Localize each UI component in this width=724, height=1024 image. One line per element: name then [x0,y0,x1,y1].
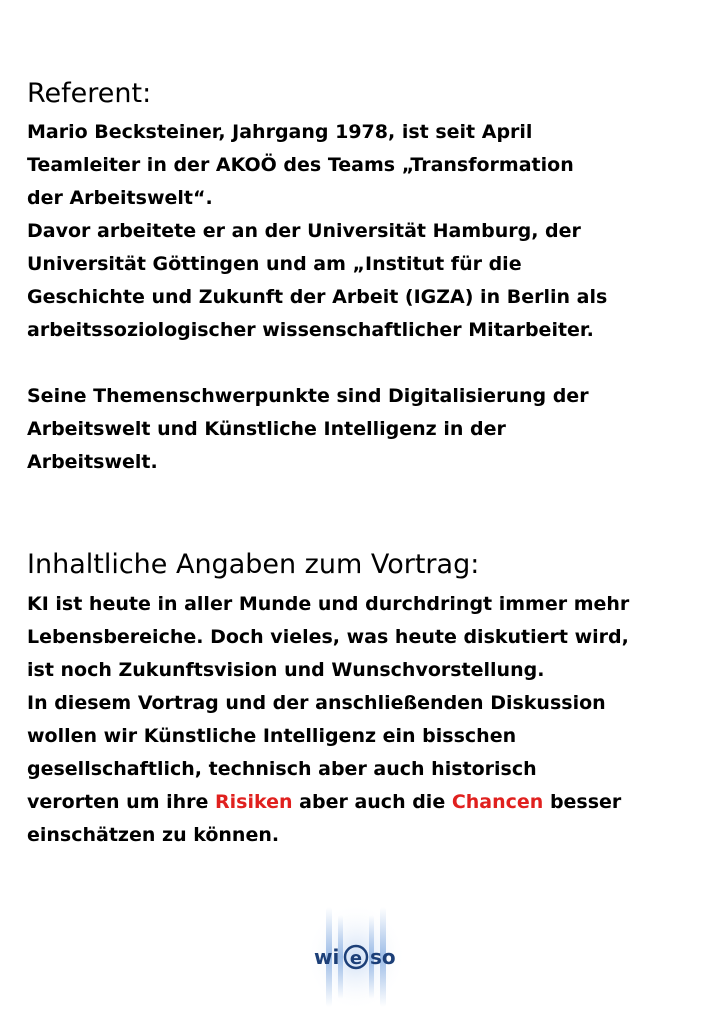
vortrag-line: wollen wir Künstliche Intelligenz ein bisschen [27,725,517,747]
vortrag-line: einschätzen zu können. [27,824,280,846]
wieso-logo [306,903,406,1011]
bio-line: arbeitssoziologischer wissenschaftlicher Mitarbeiter. [27,319,594,341]
bio-line: Geschichte und Zukunft der Arbeit (IGZA) in Berlin als [27,286,608,308]
logo-text-mid: e [349,948,363,969]
referent-focus [27,380,707,479]
referent-heading: Referent: [27,78,152,109]
line-part: besser [543,791,622,813]
bio-line: Teamleiter in der AKOÖ des Teams „Transformation [27,154,574,176]
referent-bio [27,116,707,347]
logo-text-right: so [370,945,396,969]
vortrag-text [27,588,707,852]
bio-line: der Arbeitswelt“. [27,187,213,209]
vortrag-heading: Inhaltliche Angaben zum Vortrag: [27,549,480,580]
vortrag-line-highlight [27,786,707,819]
vortrag-line: gesellschaftlich, technisch aber auch historisch [27,758,537,780]
bio-line: Davor arbeitete er an der Universität Hamburg, der [27,220,581,242]
focus-line: Arbeitswelt und Künstliche Intelligenz in der [27,418,506,440]
line-part: verorten um ihre [27,791,216,813]
bio-line: Mario Becksteiner, Jahrgang 1978, ist seit April [27,121,533,143]
logo-text-left: wi [314,945,340,969]
line-part: aber auch die [292,791,452,813]
vortrag-line: Lebensbereiche. Doch vieles, was heute diskutiert wird, [27,626,629,648]
vortrag-line: In diesem Vortrag und der anschließenden Diskussion [27,692,606,714]
focus-line: Seine Themenschwerpunkte sind Digitalisierung der [27,385,589,407]
vortrag-line: KI ist heute in aller Munde und durchdringt immer mehr [27,593,630,615]
risiken-highlight: Risiken [215,791,293,813]
bio-line: Universität Göttingen und am „Institut für die [27,253,522,275]
focus-line: Arbeitswelt. [27,451,158,473]
chancen-highlight: Chancen [451,791,544,813]
vortrag-line: ist noch Zukunftsvision und Wunschvorstellung. [27,659,545,681]
